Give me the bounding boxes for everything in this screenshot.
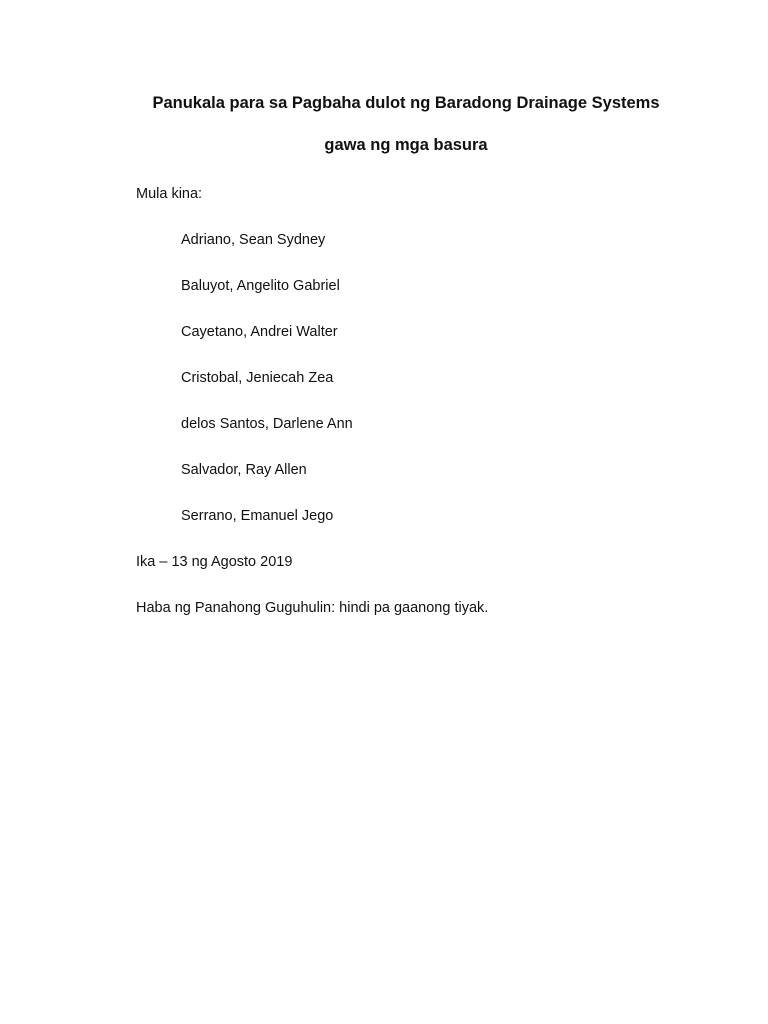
document-title-line-1: Panukala para sa Pagbaha dulot ng Baradong Drainage Systems	[152, 94, 660, 112]
author-name: Cristobal, Jeniecah Zea	[181, 370, 334, 386]
author-name: delos Santos, Darlene Ann	[181, 416, 353, 432]
author-name: Salvador, Ray Allen	[181, 462, 307, 478]
document-date: Ika – 13 ng Agosto 2019	[136, 554, 293, 570]
document-title-line-2: gawa ng mga basura	[324, 136, 488, 154]
author-name: Adriano, Sean Sydney	[181, 232, 326, 248]
from-label: Mula kina:	[136, 186, 203, 202]
duration-statement: Haba ng Panahong Guguhulin: hindi pa gaanong tiyak.	[136, 600, 489, 616]
author-name: Baluyot, Angelito Gabriel	[181, 278, 340, 294]
author-name: Cayetano, Andrei Walter	[181, 324, 338, 340]
author-name: Serrano, Emanuel Jego	[181, 508, 334, 524]
